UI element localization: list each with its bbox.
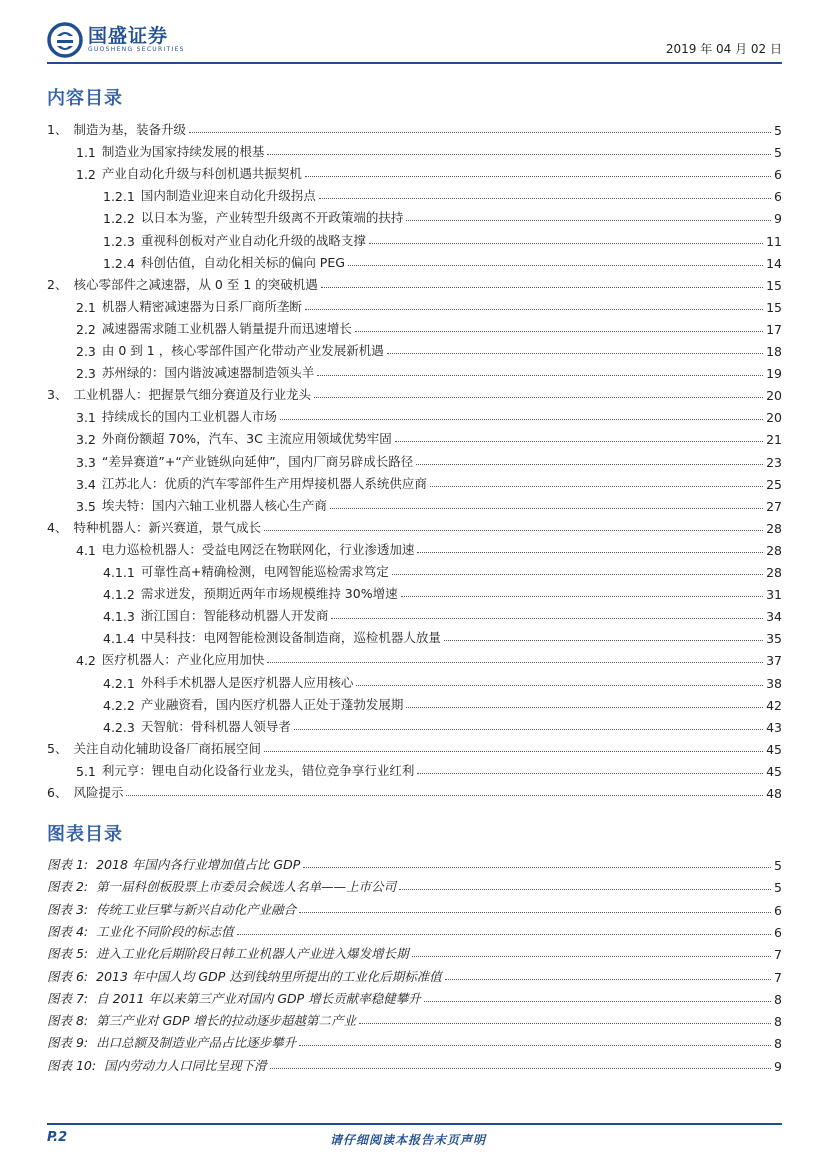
figure-leader-dots: [303, 867, 771, 868]
toc-leader-dots: [280, 419, 763, 420]
figure-entry-page: 8: [774, 1036, 782, 1052]
toc-entry-number: 3.5: [76, 498, 96, 514]
toc-entry-text: 科创估值，自动化相关标的偏向 PEG: [140, 254, 345, 270]
toc-entry[interactable]: [103, 671, 782, 691]
toc-leader-dots: [356, 685, 763, 686]
toc-entry-text: 产业融资看，国内医疗机器人正处于蓬勃发展期: [140, 696, 404, 712]
toc-entry-text: 中昊科技：电网智能检测设备制造商，巡检机器人放量: [140, 630, 441, 646]
toc-entry-text: 天智航：骨科机器人领导者: [140, 718, 291, 734]
toc-entry[interactable]: [76, 538, 782, 558]
figure-entry-page: 8: [774, 1014, 782, 1030]
toc-entry-text: 持续成长的国内工业机器人市场: [101, 409, 277, 425]
toc-entry-number: 2、: [47, 276, 68, 292]
figure-entry[interactable]: [47, 898, 782, 918]
toc-entry-page: 11: [766, 233, 782, 249]
toc-leader-dots: [305, 176, 771, 177]
toc-entry-number: 1.2: [76, 167, 96, 183]
figure-entry-number: 图表 6:: [47, 968, 89, 984]
figure-entry-number: 图表 5:: [47, 946, 89, 962]
toc-entry-number: 4.1.3: [103, 609, 135, 625]
toc-entry-text: 工业机器人：把握景气细分赛道及行业龙头: [73, 387, 311, 403]
toc-entry-number: 1、: [47, 122, 68, 137]
toc-entry-page: 15: [766, 277, 782, 293]
toc-entry-number: 3.4: [76, 476, 96, 492]
toc-entry[interactable]: [103, 715, 782, 735]
toc-entry-page: 6: [774, 189, 782, 205]
toc-entry-text: 外科手术机器人是医疗机器人应用核心: [140, 674, 354, 690]
toc-leader-dots: [294, 729, 763, 730]
toc-entry-page: 38: [766, 675, 782, 691]
toc-entry-page: 25: [766, 476, 782, 492]
toc-entry[interactable]: [47, 737, 782, 757]
figure-entry[interactable]: [47, 853, 782, 873]
toc-entry-page: 14: [766, 255, 782, 271]
figure-entry-number: 图表 8:: [47, 1013, 89, 1029]
toc-entry-number: 3.1: [76, 410, 96, 426]
toc-entry-page: 43: [766, 719, 782, 735]
footer-divider: [47, 1123, 782, 1125]
toc-entry-text: 医疗机器人：产业化应用加快: [101, 652, 265, 668]
toc-leader-dots: [401, 596, 764, 597]
toc-entry-page: 21: [766, 432, 782, 448]
figure-leader-dots: [445, 979, 771, 980]
toc-entry-text: 制造业为国家持续发展的根基: [101, 144, 265, 160]
toc-entry-text: 电力巡检机器人：受益电网泛在物联网化，行业渗透加速: [101, 541, 415, 557]
toc-entry-text: 外商份额超 70%，汽车、3C 主流应用领域优势牢固: [101, 431, 392, 447]
toc-entry-page: 18: [766, 344, 782, 359]
toc-leader-dots: [264, 751, 763, 752]
toc-entry-page: 34: [766, 609, 782, 625]
toc-entry-number: 1.2.3: [103, 233, 135, 249]
toc-entry-number: 4.2.2: [103, 697, 135, 713]
logo-english-name: GUOSHENG SECURITIES: [88, 46, 185, 53]
toc-entry[interactable]: [103, 206, 782, 226]
toc-entry-number: 4.1.2: [103, 587, 135, 603]
figure-leader-dots: [270, 1068, 771, 1069]
toc-entry-number: 4.2: [76, 653, 96, 669]
toc-entry-page: 27: [766, 498, 782, 514]
toc-entry-number: 4.2.3: [103, 719, 135, 735]
toc-entry-text: 特种机器人：新兴赛道，景气成长: [73, 519, 261, 535]
toc-leader-dots: [189, 132, 771, 133]
toc-entry-text: 核心零部件之减速器，从 0 至 1 的突破机遇: [73, 276, 318, 292]
figure-entry-number: 图表 10:: [47, 1057, 97, 1073]
figure-entry-number: 图表 2:: [47, 879, 89, 895]
toc-entry-text: 国内制造业迎来自动化升级拐点: [140, 188, 316, 204]
figure-entry-text: 工业化不同阶段的标志值: [96, 923, 234, 939]
toc-entry-page: 28: [766, 565, 782, 580]
figure-entry-text: 第一届科创板股票上市委员会候选人名单——上市公司: [96, 879, 397, 895]
toc-entry[interactable]: [103, 693, 782, 713]
toc-entry-page: 28: [766, 542, 782, 558]
toc-entry-number: 4.1.1: [103, 565, 135, 580]
figure-entry-text: 进入工业化后期阶段日韩工业机器人产业进入爆发增长期: [96, 946, 409, 962]
toc-entry[interactable]: [103, 604, 782, 624]
toc-entry-number: 3.2: [76, 432, 96, 448]
toc-entry-number: 2.1: [76, 299, 96, 315]
page-number: P.2: [47, 1130, 68, 1145]
toc-entry-number: 4、: [47, 519, 68, 535]
figure-entry-text: 国内劳动力人口同比呈现下滑: [104, 1057, 267, 1073]
toc-entry[interactable]: [76, 140, 782, 160]
toc-entry-number: 1.2.1: [103, 189, 135, 205]
toc-leader-dots: [267, 662, 763, 663]
toc-entry-page: 5: [774, 123, 782, 138]
toc-entry-page: 23: [766, 454, 782, 470]
figure-entry[interactable]: [47, 1031, 782, 1051]
toc-entry[interactable]: [47, 781, 782, 801]
toc-entry-number: 4.1.4: [103, 631, 135, 647]
figure-leader-dots: [424, 1001, 771, 1002]
page-header: [47, 22, 782, 62]
toc-entry[interactable]: [103, 626, 782, 646]
toc-entry[interactable]: [47, 118, 782, 138]
toc-entry[interactable]: [76, 648, 782, 668]
toc-leader-dots: [416, 464, 763, 465]
toc-entry[interactable]: [103, 582, 782, 602]
toc-leader-dots: [264, 530, 763, 531]
toc-entry-number: 5.1: [76, 763, 96, 779]
header-divider: [47, 62, 782, 64]
figure-entry-page: 9: [774, 1058, 782, 1074]
toc-leader-dots: [369, 243, 763, 244]
toc-leader-dots: [317, 375, 763, 376]
figure-entry-text: 2018 年国内各行业增加值占比 GDP: [96, 857, 301, 872]
toc-leader-dots: [319, 198, 771, 199]
toc-entry-page: 35: [766, 631, 782, 647]
toc-entry-number: 4.2.1: [103, 675, 135, 691]
toc-entry-number: 1.1: [76, 145, 96, 161]
toc-leader-dots: [430, 486, 763, 487]
figure-entry-page: 7: [774, 947, 782, 963]
report-date: 2019 年 04 月 02 日: [665, 42, 782, 56]
figure-entry[interactable]: [47, 942, 782, 962]
toc-entry[interactable]: [103, 184, 782, 204]
toc-entry-text: 埃夫特：国内六轴工业机器人核心生产商: [101, 497, 327, 513]
toc-entry[interactable]: [76, 494, 782, 514]
toc-entry-number: 3.3: [76, 454, 96, 470]
toc-leader-dots: [321, 287, 763, 288]
figure-leader-dots: [399, 889, 771, 890]
figure-entry-text: 自 2011 年以来第三产业对国内 GDP 增长贡献率稳健攀升: [96, 990, 421, 1006]
toc-entry-number: 5、: [47, 740, 68, 756]
toc-entry-text: 江苏北人：优质的汽车零部件生产用焊接机器人系统供应商: [101, 475, 427, 491]
toc-entry[interactable]: [76, 295, 782, 315]
toc-entry[interactable]: [76, 361, 782, 381]
toc-entry-text: 关注自动化辅助设备厂商拓展空间: [73, 740, 261, 756]
toc-leader-dots: [417, 552, 763, 553]
figure-entry-number: 图表 4:: [47, 923, 89, 939]
figure-leader-dots: [359, 1023, 771, 1024]
toc-leader-dots: [395, 441, 763, 442]
logo-chinese-name: 国盛证券: [88, 25, 169, 47]
toc-entry[interactable]: [103, 560, 782, 580]
toc-entry[interactable]: [76, 427, 782, 447]
toc-entry-number: 1.2.4: [103, 255, 135, 271]
toc-leader-dots: [348, 265, 763, 266]
toc-entry-text: 利元亨：锂电自动化设备行业龙头，错位竞争享行业红利: [101, 762, 415, 778]
toc-entry[interactable]: [47, 516, 782, 536]
toc-entry-text: 需求迸发，预期近两年市场规模维持 30%增速: [140, 586, 398, 602]
figure-entry-page: 5: [774, 880, 782, 896]
toc-leader-dots: [355, 331, 763, 332]
toc-entry-page: 31: [766, 587, 782, 603]
toc-entry[interactable]: [47, 273, 782, 293]
toc-entry[interactable]: [76, 472, 782, 492]
toc-entry-text: “差异赛道”+“产业链纵向延伸”，国内厂商另辟成长路径: [101, 453, 414, 469]
toc-entry-page: 19: [766, 366, 782, 382]
toc-leader-dots: [444, 640, 763, 641]
toc-entry-number: 1.2.2: [103, 211, 135, 227]
figure-entry-text: 传统工业巨擘与新兴自动化产业融合: [96, 901, 297, 917]
figure-entry-text: 第三产业对 GDP 增长的拉动逐步超越第二产业: [96, 1013, 356, 1029]
figure-leader-dots: [299, 912, 771, 913]
toc-entry-page: 15: [766, 299, 782, 315]
figure-entry[interactable]: [47, 1054, 782, 1074]
toc-title: 内容目录: [47, 88, 123, 109]
toc-entry-page: 37: [766, 653, 782, 669]
toc-entry-text: 重视科创板对产业自动化升级的战略支撑: [140, 232, 366, 248]
toc-entry[interactable]: [76, 317, 782, 337]
toc-entry[interactable]: [76, 450, 782, 470]
figure-entry-page: 5: [774, 858, 782, 873]
toc-entry-page: 17: [766, 321, 782, 337]
toc-entry[interactable]: [76, 759, 782, 779]
toc-entry-text: 由 0 到 1 ，核心零部件国产化带动产业发展新机遇: [101, 343, 384, 358]
toc-entry[interactable]: [103, 251, 782, 271]
toc-entry[interactable]: [76, 162, 782, 182]
toc-leader-dots: [330, 508, 763, 509]
toc-entry-text: 风险提示: [73, 785, 124, 800]
company-logo: [47, 22, 185, 58]
toc-entry-number: 4.1: [76, 542, 96, 558]
toc-leader-dots: [314, 397, 763, 398]
toc-entry-page: 45: [766, 763, 782, 779]
figure-entry-number: 图表 1:: [47, 857, 89, 872]
toc-entry-page: 5: [774, 145, 782, 161]
figure-entry-number: 图表 9:: [47, 1035, 89, 1051]
toc-entry[interactable]: [103, 229, 782, 249]
toc-entry-number: 2.2: [76, 321, 96, 337]
toc-entry[interactable]: [76, 339, 782, 359]
figure-entry-page: 7: [774, 969, 782, 985]
figure-entry-text: 出口总额及制造业产品占比逐步攀升: [96, 1035, 297, 1051]
toc-entry-text: 以日本为鉴，产业转型升级离不开政策端的扶持: [140, 210, 404, 226]
toc-leader-dots: [126, 795, 763, 796]
toc-entry-page: 48: [766, 786, 782, 801]
toc-entry-page: 20: [766, 410, 782, 426]
figure-entry-page: 6: [774, 924, 782, 940]
toc-entry-text: 苏州绿的：国内谐波减速器制造领头羊: [101, 365, 315, 381]
toc-entry-number: 3、: [47, 387, 68, 403]
toc-leader-dots: [392, 574, 763, 575]
toc-entry-page: 6: [774, 167, 782, 183]
figures-title: 图表目录: [47, 824, 123, 845]
toc-entry-text: 机器人精密减速器为日系厂商所垄断: [101, 298, 302, 314]
toc-entry-page: 9: [774, 211, 782, 227]
toc-entry-text: 浙江国自：智能移动机器人开发商: [140, 608, 329, 624]
figure-leader-dots: [237, 934, 771, 935]
disclaimer-note: 请仔细阅读本报告末页声明: [330, 1133, 487, 1147]
toc-entry-number: 2.3: [76, 366, 96, 382]
toc-entry-text: 产业自动化升级与科创机遇共振契机: [101, 166, 302, 182]
figure-entry[interactable]: [47, 875, 782, 895]
toc-entry-number: 6、: [47, 785, 68, 800]
toc-leader-dots: [331, 618, 763, 619]
toc-entry-text: 减速器需求随工业机器人销量提升而迅速增长: [101, 320, 352, 336]
figure-leader-dots: [299, 1045, 771, 1046]
toc-entry-text: 制造为基，装备升级: [73, 122, 186, 137]
toc-entry-number: 2.3: [76, 344, 96, 359]
toc-entry-page: 45: [766, 741, 782, 757]
toc-entry-page: 42: [766, 697, 782, 713]
figure-entry-page: 8: [774, 991, 782, 1007]
toc-leader-dots: [406, 707, 763, 708]
toc-leader-dots: [406, 220, 771, 221]
figure-entry-number: 图表 7:: [47, 990, 89, 1006]
toc-entry[interactable]: [76, 405, 782, 425]
guosheng-logo-icon: [47, 22, 83, 58]
toc-entry[interactable]: [47, 383, 782, 403]
figure-entry[interactable]: [47, 920, 782, 940]
toc-entry-text: 可靠性高+精确检测，电网智能巡检需求笃定: [140, 564, 389, 579]
figure-entry[interactable]: [47, 965, 782, 985]
toc-leader-dots: [267, 154, 771, 155]
toc-leader-dots: [305, 309, 763, 310]
toc-entry-page: 28: [766, 520, 782, 536]
figure-entry[interactable]: [47, 987, 782, 1007]
toc-leader-dots: [387, 353, 763, 354]
figure-entry-page: 6: [774, 902, 782, 918]
figure-entry-number: 图表 3:: [47, 901, 89, 917]
figure-entry-text: 2013 年中国人均 GDP 达到钱纳里所提出的工业化后期标准值: [96, 968, 442, 984]
toc-leader-dots: [417, 773, 763, 774]
figure-entry[interactable]: [47, 1009, 782, 1029]
figure-leader-dots: [412, 956, 771, 957]
toc-entry-page: 20: [766, 388, 782, 404]
